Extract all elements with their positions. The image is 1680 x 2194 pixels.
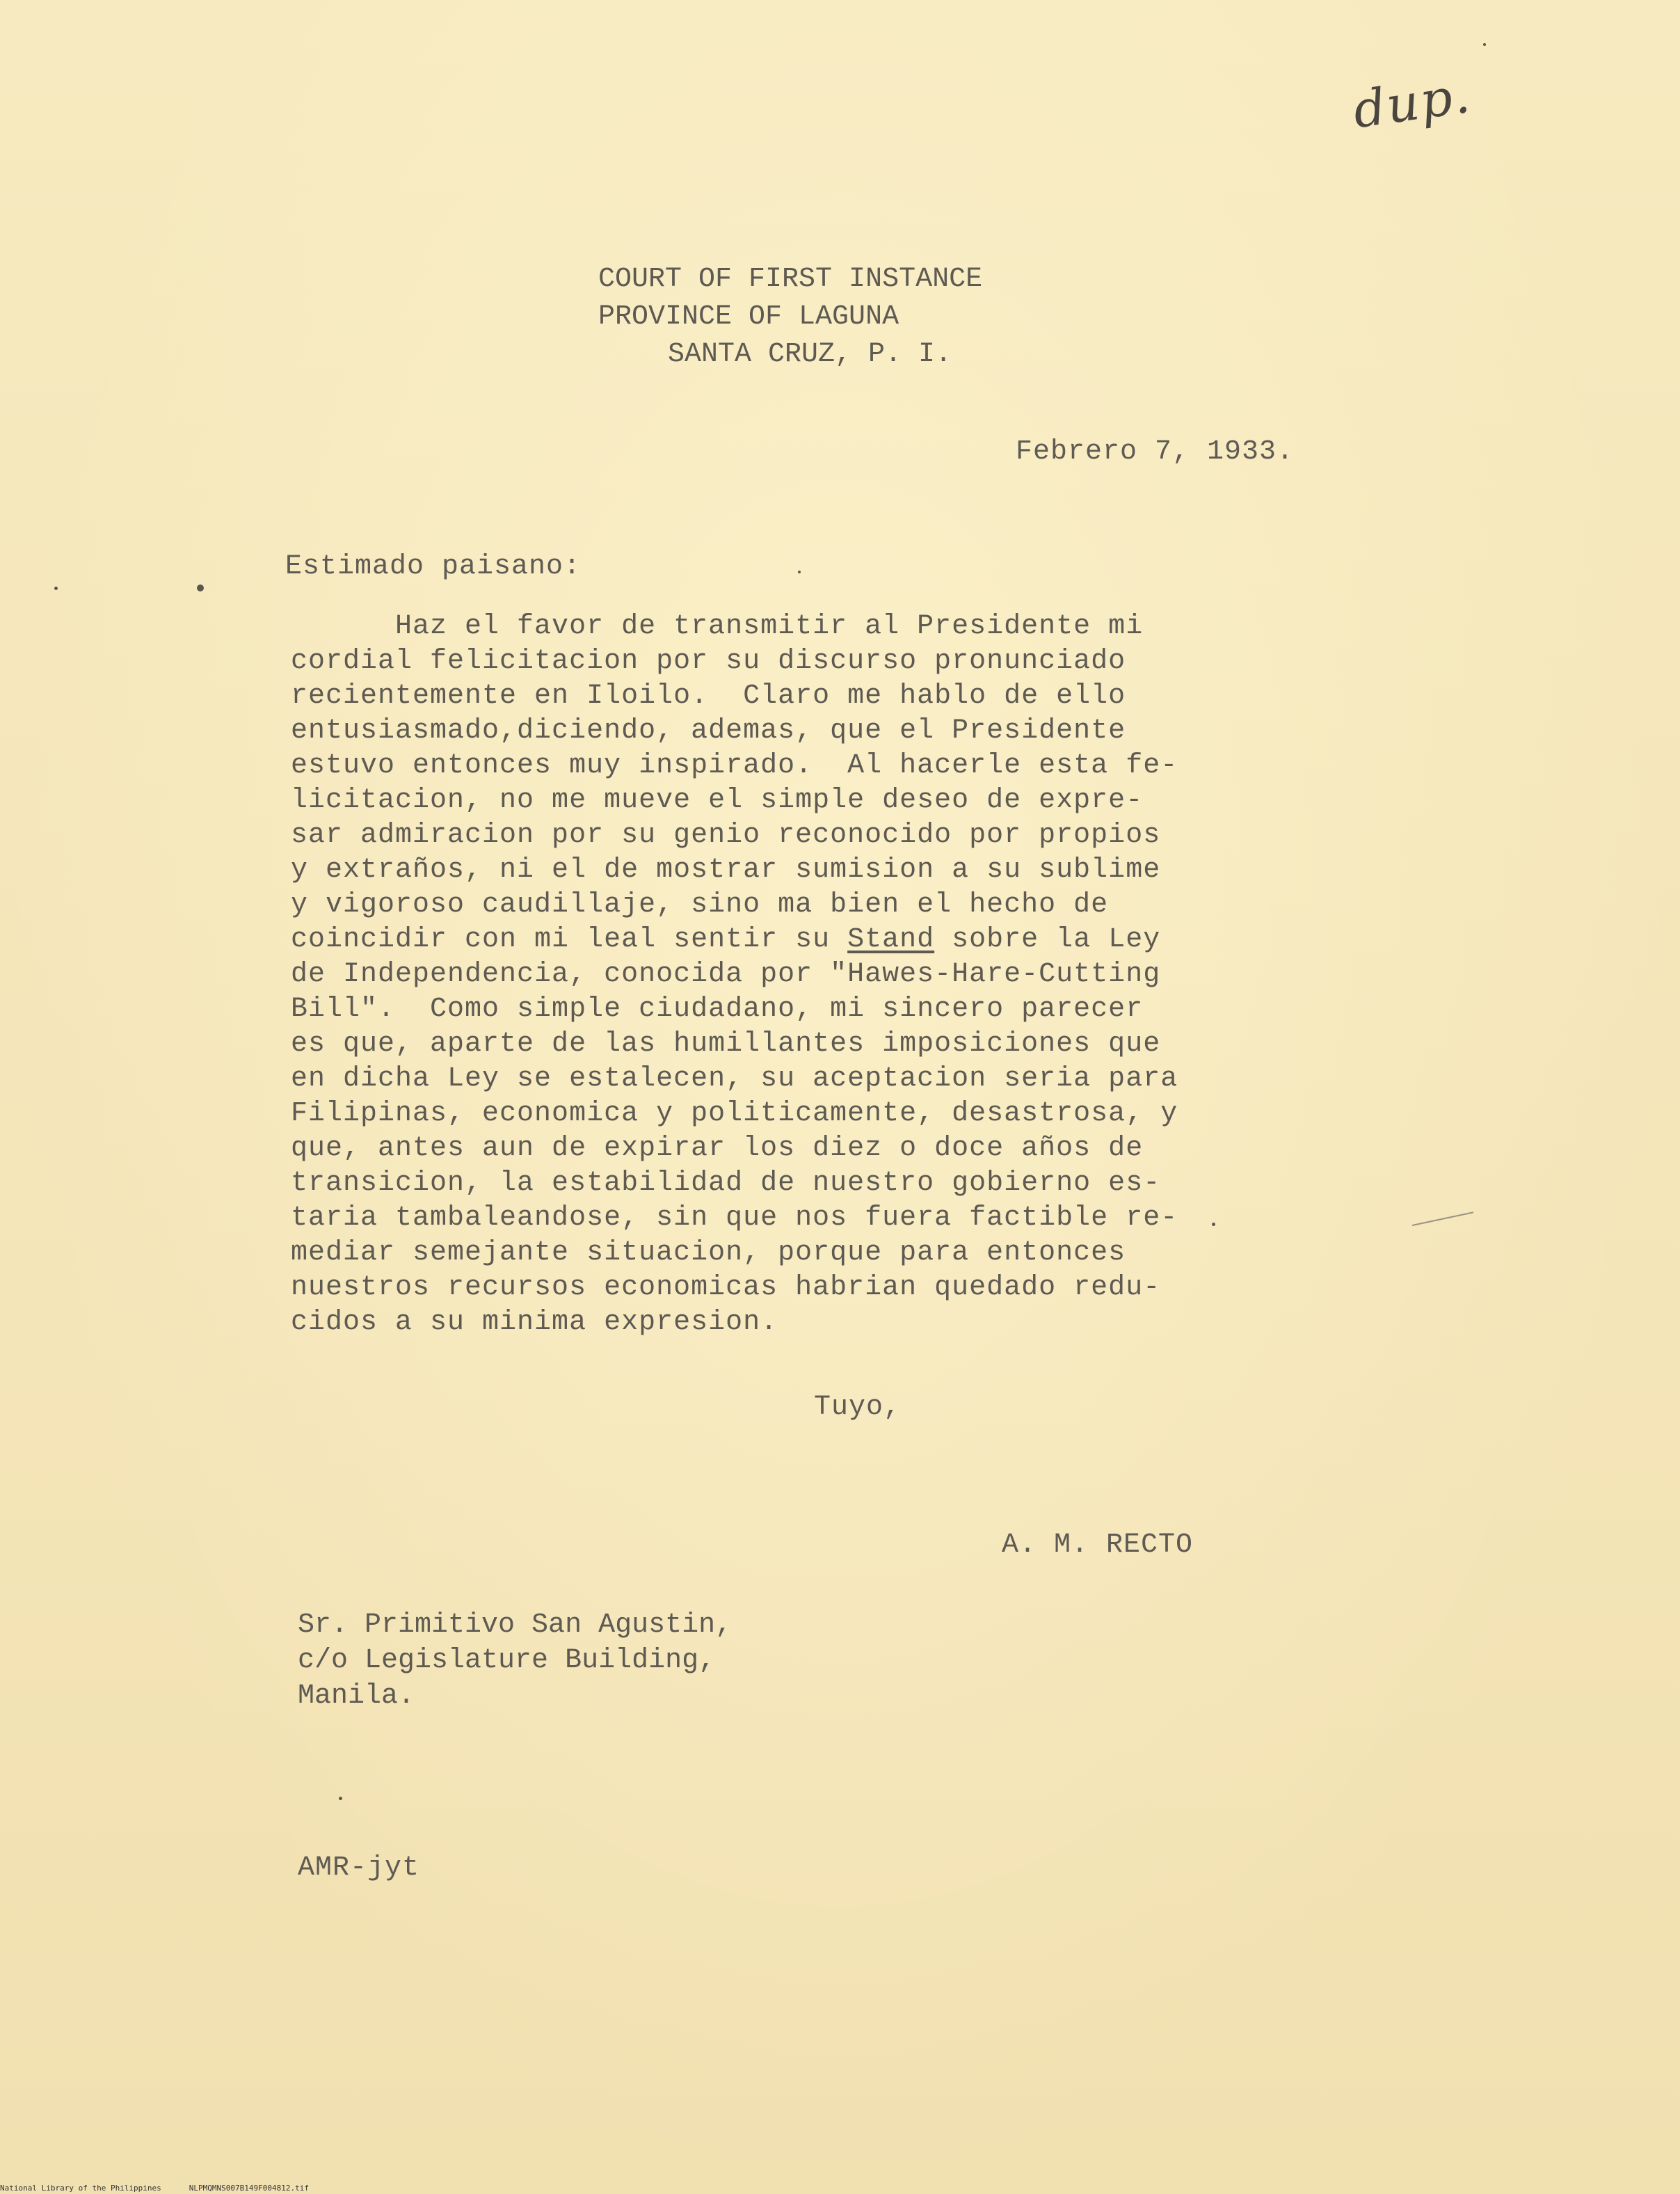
body-line: Bill". Como simple ciudadano, mi sincero parecer bbox=[291, 994, 1144, 1025]
letterhead bbox=[598, 261, 1085, 374]
footer-file-id: NLPMQMNS007B149F004812.tif bbox=[189, 2184, 309, 2193]
body-line: taria tambaleandose, sin que nos fuera factible re- bbox=[291, 1202, 1178, 1234]
paper-speck bbox=[339, 1797, 342, 1800]
body-line: que, antes aun de expirar los diez o doce años de bbox=[291, 1133, 1144, 1164]
body-line: transicion, la estabilidad de nuestro gobierno es- bbox=[291, 1168, 1161, 1199]
body-line: de Independencia, conocida por "Hawes-Hare-Cutting bbox=[291, 959, 1161, 990]
paper-speck bbox=[197, 585, 204, 591]
body-line: Haz el favor de transmitir al Presidente mi bbox=[291, 611, 1144, 642]
body-line: cordial felicitacion por su discurso pronunciado bbox=[291, 646, 1126, 677]
letter-body bbox=[291, 610, 1209, 1340]
body-line: recientemente en Iloilo. Claro me hablo de ello bbox=[291, 681, 1126, 712]
closing: Tuyo, bbox=[814, 1392, 902, 1423]
signature-name: A. M. RECTO bbox=[1002, 1529, 1194, 1561]
reference-initials: AMR-jyt bbox=[298, 1852, 420, 1884]
body-line: sar admiracion por su genio reconocido por propios bbox=[291, 820, 1161, 851]
body-line: entusiasmado,diciendo, ademas, que el Presidente bbox=[291, 715, 1126, 747]
recipient-city: Manila. bbox=[298, 1680, 415, 1712]
recipient-building: c/o Legislature Building, bbox=[298, 1645, 716, 1676]
scan-footer bbox=[0, 2184, 337, 2193]
body-line: en dicha Ley se estalecen, su aceptacion seria para bbox=[291, 1063, 1178, 1095]
recipient-name: Sr. Primitivo San Agustin, bbox=[298, 1609, 733, 1641]
body-line: cidos a su minima expresion. bbox=[291, 1307, 778, 1338]
body-line: estuvo entonces muy inspirado. Al hacerle esta fe- bbox=[291, 750, 1178, 781]
body-line: y vigoroso caudillaje, sino ma bien el hecho de bbox=[291, 889, 1109, 921]
footer-library: National Library of the Philippines bbox=[0, 2184, 161, 2193]
paper-speck bbox=[798, 571, 801, 573]
letterhead-province: PROVINCE OF LAGUNA bbox=[598, 301, 899, 333]
body-line: licitacion, no me mueve el simple deseo de expre- bbox=[291, 785, 1144, 816]
letterhead-court: COURT OF FIRST INSTANCE bbox=[598, 264, 983, 295]
letterhead-city: SANTA CRUZ, P. I. bbox=[668, 339, 952, 370]
letter-date: Febrero 7, 1933. bbox=[1016, 436, 1295, 468]
paper-speck bbox=[1212, 1223, 1215, 1226]
salutation: Estimado paisano: bbox=[285, 551, 582, 582]
body-line: Filipinas, economica y politicamente, desastrosa, y bbox=[291, 1098, 1178, 1129]
recipient-address bbox=[298, 1607, 732, 1714]
body-line: es que, aparte de las humillantes imposiciones que bbox=[291, 1028, 1161, 1060]
body-line-head: coincidir con mi leal sentir su bbox=[291, 924, 848, 955]
body-line: mediar semejante situacion, porque para entonces bbox=[291, 1237, 1126, 1269]
body-line-tail: sobre la Ley bbox=[934, 924, 1161, 955]
body-line: y extraños, ni el de mostrar sumision a su sublime bbox=[291, 854, 1161, 886]
handwritten-annotation: dup. bbox=[1349, 65, 1475, 140]
body-line: nuestros recursos economicas habrian quedado redu- bbox=[291, 1272, 1161, 1303]
paper-speck bbox=[1483, 43, 1486, 46]
paper-speck bbox=[54, 587, 58, 590]
body-line-with-underline bbox=[291, 923, 1209, 957]
paper-mark bbox=[1412, 1211, 1473, 1226]
underlined-word-stand: Stand bbox=[847, 924, 935, 955]
